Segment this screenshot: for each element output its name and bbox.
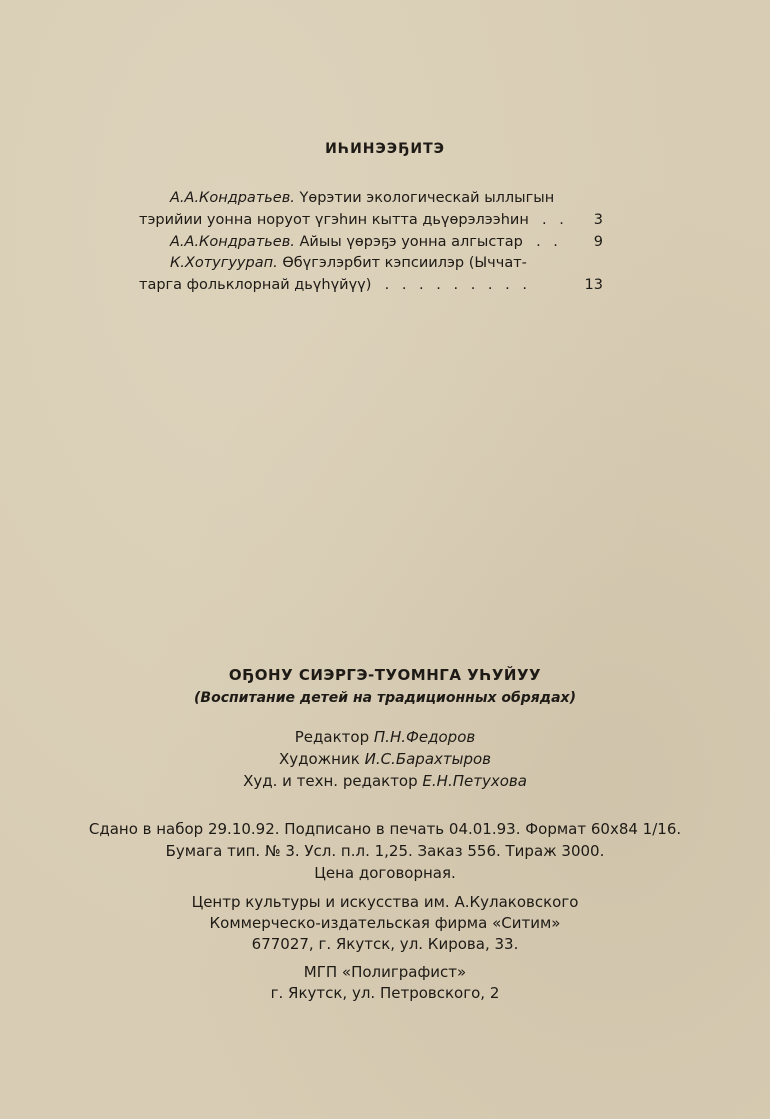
toc-leader-dots: . . . . . . . . . bbox=[376, 277, 531, 293]
toc-entry-2-line-1 bbox=[170, 234, 562, 250]
credit-art-tech-editor-name: Е.Н.Петухова bbox=[422, 772, 527, 790]
toc-entry-1-page: 3 bbox=[593, 212, 603, 228]
toc-title: ИҺИНЭЭҔИТЭ bbox=[325, 141, 445, 157]
credit-art-tech-editor-role: Худ. и техн. редактор bbox=[243, 772, 418, 790]
toc-entry-2-title: Айыы үөрэҕэ уоннa алгыстар bbox=[299, 234, 523, 250]
publisher-line-2: Коммерческо-издательская фирма «Ситим» bbox=[209, 914, 561, 932]
toc-entry-3-line-2 bbox=[139, 277, 531, 293]
credit-editor-role: Редактор bbox=[294, 728, 370, 746]
credit-artist bbox=[0, 750, 770, 768]
printer-line-2: г. Якутск, ул. Петровского, 2 bbox=[270, 984, 500, 1002]
toc-entry-1-title-part-1: Үөрэтии экологическай ыллыгын bbox=[299, 190, 555, 206]
toc-entry-3-author: К.Хотугуурап. bbox=[170, 255, 278, 271]
credit-artist-role: Художник bbox=[278, 750, 360, 768]
credit-art-tech-editor bbox=[0, 772, 770, 790]
publisher-line-1: Центр культуры и искусства им. А.Кулаковского bbox=[191, 893, 579, 911]
toc-entry-1-line-2 bbox=[139, 212, 568, 228]
imprint-line-3: Цена договорная. bbox=[314, 864, 456, 882]
imprint-line-2: Бумага тип. № 3. Усл. п.л. 1,25. Заказ 556. Тираж 3000. bbox=[165, 842, 605, 860]
book-title: ОҔОНУ СИЭРГЭ-ТУОМНГА УҺУЙУУ bbox=[228, 666, 542, 684]
imprint-line-1: Сдано в набор 29.10.92. Подписано в печать 04.01.93. Формат 60х84 1/16. bbox=[88, 820, 682, 838]
toc-entry-3-title-part-1: Өбүгэлэрбит кэпсиилэр (Ыччат- bbox=[282, 255, 527, 271]
toc-leader-dots: . . bbox=[533, 212, 568, 228]
toc-entry-2-author: А.А.Кондратьев. bbox=[170, 234, 295, 250]
toc-leader-dots: . . bbox=[527, 234, 562, 250]
toc-entry-2-page: 9 bbox=[593, 234, 603, 250]
credit-editor-name: П.Н.Федоров bbox=[373, 728, 476, 746]
printer-line-1: МГП «Полиграфист» bbox=[303, 963, 467, 981]
toc-entry-1-author: А.А.Кондратьев. bbox=[170, 190, 295, 206]
toc-entry-3-line-1 bbox=[170, 255, 527, 271]
toc-entry-3-title-part-2: тарга фольклорнай дьүһүйүү) bbox=[139, 277, 372, 293]
publisher-line-3: 677027, г. Якутск, ул. Кирова, 33. bbox=[251, 935, 519, 953]
book-subtitle: (Воспитание детей на традиционных обрядах) bbox=[194, 690, 576, 706]
credit-editor bbox=[0, 728, 770, 746]
toc-entry-3-page: 13 bbox=[584, 277, 603, 293]
toc-entry-1-line-1 bbox=[170, 190, 554, 206]
credit-artist-name: И.С.Барахтыров bbox=[364, 750, 492, 768]
toc-entry-1-title-part-2: тэрийии уоннa норуот үгэһин кытта дьүөрэлээһин bbox=[139, 212, 529, 228]
